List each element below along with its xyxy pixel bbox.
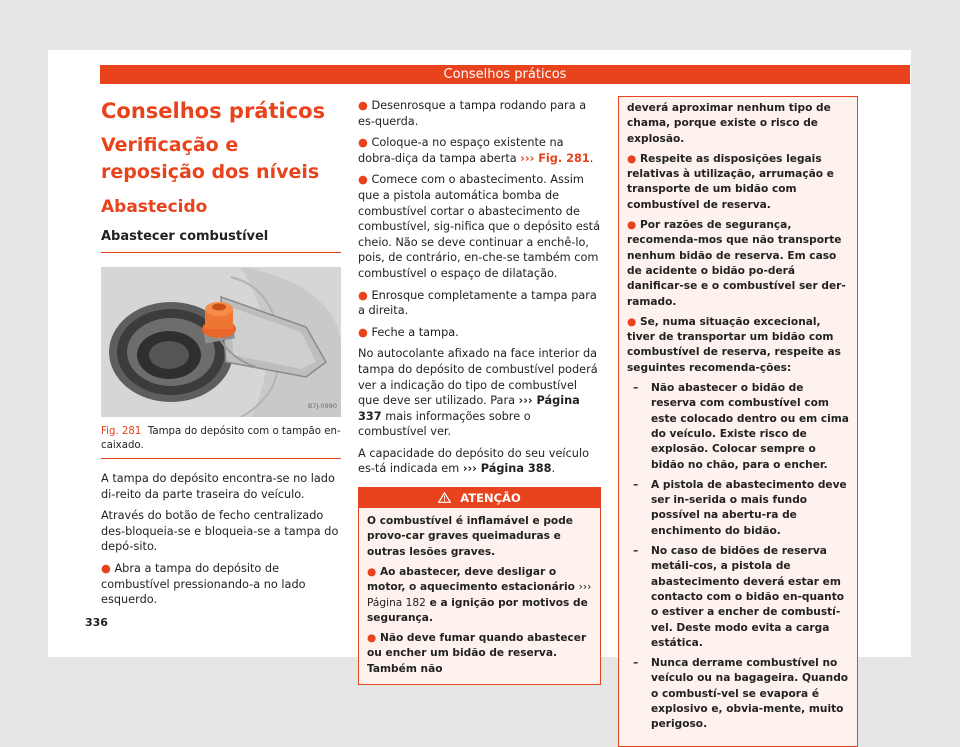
bullet-icon: ● (358, 325, 368, 339)
topic-title: Abastecer combustível (101, 227, 341, 253)
column-middle (358, 98, 601, 685)
bullet-icon: ● (358, 173, 368, 187)
figure-caption-text: Tampa do depósito com o tampão en-caixado. (101, 426, 341, 451)
warning-bullet-text: Se, numa situação excecional, tiver de transportar um bidão com combustível de reserva, respeite as seguintes recomenda-ções: (627, 315, 841, 374)
dash-marker: – (633, 382, 639, 395)
bullet-item (101, 561, 341, 608)
figure-label: Fig. 281 (101, 426, 142, 437)
figure-reference-link[interactable]: ››› Fig. 281 (520, 151, 590, 165)
header-bar: Conselhos práticos (100, 65, 910, 84)
column-right (618, 96, 858, 747)
warning-bullet (627, 152, 849, 213)
warning-intro: O combustível é inflamável e pode provo-car graves queimaduras e outras lesões graves. (367, 515, 573, 558)
bullet-icon: ● (358, 136, 368, 150)
paragraph-text: No autocolante afixado na face interior da tampa do depósito de combustível poderá ver a indicação do tipo de combustível que deve ser utilizado. Para (358, 347, 598, 408)
bullet-item (358, 325, 601, 341)
warning-bullet-text: Não deve fumar quando abastecer ou encher um bidão de reserva. Também não (367, 632, 587, 675)
warning-continuation (618, 96, 858, 747)
warning-body (359, 508, 600, 684)
fuel-cap-illustration (101, 267, 341, 417)
dash-list-item (627, 544, 849, 651)
warning-title: ATENÇÃO (460, 491, 521, 506)
dash-list-item (627, 381, 849, 473)
bullet-icon: ● (627, 152, 637, 165)
paragraph-text: A capacidade do depósito do seu veículo es-tá indicada em (358, 446, 589, 476)
dash-item-text: Não abastecer o bidão de reserva com combustível com este colocado dentro ou em cima do veículo. Existe risco de explosão. Colocar sempre o bidão no chão, para o encher. (651, 382, 849, 471)
bullet-text: Feche a tampa. (371, 325, 459, 339)
paragraph: Através do botão de fecho centralizado des-bloqueia-se e bloqueia-se a tampa do depó-sito. (101, 509, 339, 554)
warning-bullet-text: Ao abastecer, deve desligar o motor, o aquecimento estacionário (367, 565, 575, 594)
bullet-icon: ● (627, 315, 637, 328)
bullet-icon: ● (358, 99, 368, 112)
dash-marker: – (633, 545, 639, 558)
bullet-item: ● Coloque-a no espaço existente na dobra-diça da tampa aberta ››› Fig. 281. (358, 136, 594, 165)
paragraph: A capacidade do depósito do seu veículo es-tá indicada em ››› Página 388. (358, 446, 589, 476)
paragraph: A tampa do depósito encontra-se no lado di-reito da parte traseira do veículo. (101, 472, 335, 501)
dash-marker: – (633, 657, 639, 670)
warning-bullet (627, 218, 849, 310)
bullet-text: Desenrosque a tampa rodando para a es-querda. (358, 99, 587, 128)
figure-caption (101, 425, 341, 459)
warning-bullet (367, 631, 592, 677)
dash-marker: – (633, 478, 639, 491)
warning-bullet-text: Por razões de segurança, recomenda-mos que não transporte nenhum bidão de reserva. Em caso de acidente o bidão po-derá danificar-se e o combustível ser der-ramado. (627, 219, 846, 308)
dash-item-text: Nunca derrame combustível no veículo ou na bagageira. Quando o combustí-vel se evapora é explosivo e, obvia-mente, muito perigoso. (651, 657, 849, 731)
page-number: 336 (85, 616, 108, 629)
warning-triangle-icon (438, 492, 451, 503)
bullet-icon: ● (101, 561, 111, 575)
column-left (101, 98, 341, 614)
bullet-text: Coloque-a no espaço existente na dobra-diça da tampa aberta (358, 136, 564, 165)
dash-list-item (627, 656, 849, 732)
bullet-icon: ● (367, 565, 377, 578)
subsection-title: Abastecido (101, 197, 208, 217)
manual-page (48, 50, 911, 731)
warning-header (359, 488, 600, 508)
paragraph-text: mais informações sobre o combustível ver. (358, 409, 531, 439)
dash-item-text: No caso de bidões de reserva metáli-cos, a pistola de abastecimento deverá estar em contacto com o bidão en-quanto o estiver a encher de combustí-vel. Deste modo evita a carga estática. (651, 545, 845, 649)
dash-list-item (627, 478, 849, 539)
bullet-item (358, 98, 601, 129)
warning-text: deverá aproximar nenhum tipo de chama, porque existe o risco de explosão. (627, 102, 831, 145)
bullet-icon: ● (358, 288, 368, 302)
bullet-icon: ● (367, 632, 377, 645)
page-reference-link[interactable]: ››› Página 182 (367, 581, 592, 609)
bullet-item (358, 172, 601, 281)
bullet-icon: ● (627, 219, 637, 232)
bullet-text: Comece com o abastecimento. Assim que a pistola automática bomba de combustível cortar o abastecimento de combustível, sig-nifica que o depósito está cheio. Não se deve continuar a enchê-lo, pois, de contrário, en-che-se também com combustível o espaço de dilatação. (358, 173, 601, 280)
section-title: Verificação e reposição dos níveis (101, 134, 320, 183)
figure-code: B7J-0990 (307, 402, 337, 411)
dash-item-text: A pistola de abastecimento deve ser in-serida o mais fundo possível na abertu-ra de enchimento do bidão. (651, 478, 847, 537)
warning-bullet-text: e a ignição por motivos de segurança. (367, 596, 588, 624)
paragraph (358, 346, 601, 440)
bullet-item (358, 288, 601, 319)
bullet-text: Abra a tampa do depósito de combustível pressionando-a no lado esquerdo. (101, 561, 306, 607)
warning-box (358, 487, 601, 685)
chapter-title: Conselhos práticos (101, 99, 326, 123)
warning-bullet (627, 315, 849, 376)
page-reference-link[interactable]: ››› Página 388 (462, 462, 552, 476)
warning-bullet-text: Respeite as disposições legais relativas à utilização, arrumação e transporte de um bidão com combustível de reserva. (627, 152, 834, 211)
page-reference-link[interactable]: ››› Página 337 (358, 394, 580, 423)
warning-bullet (367, 565, 592, 626)
bullet-text: Enrosque completamente a tampa para a direita. (358, 288, 597, 318)
figure-fuel-cap (101, 267, 341, 417)
